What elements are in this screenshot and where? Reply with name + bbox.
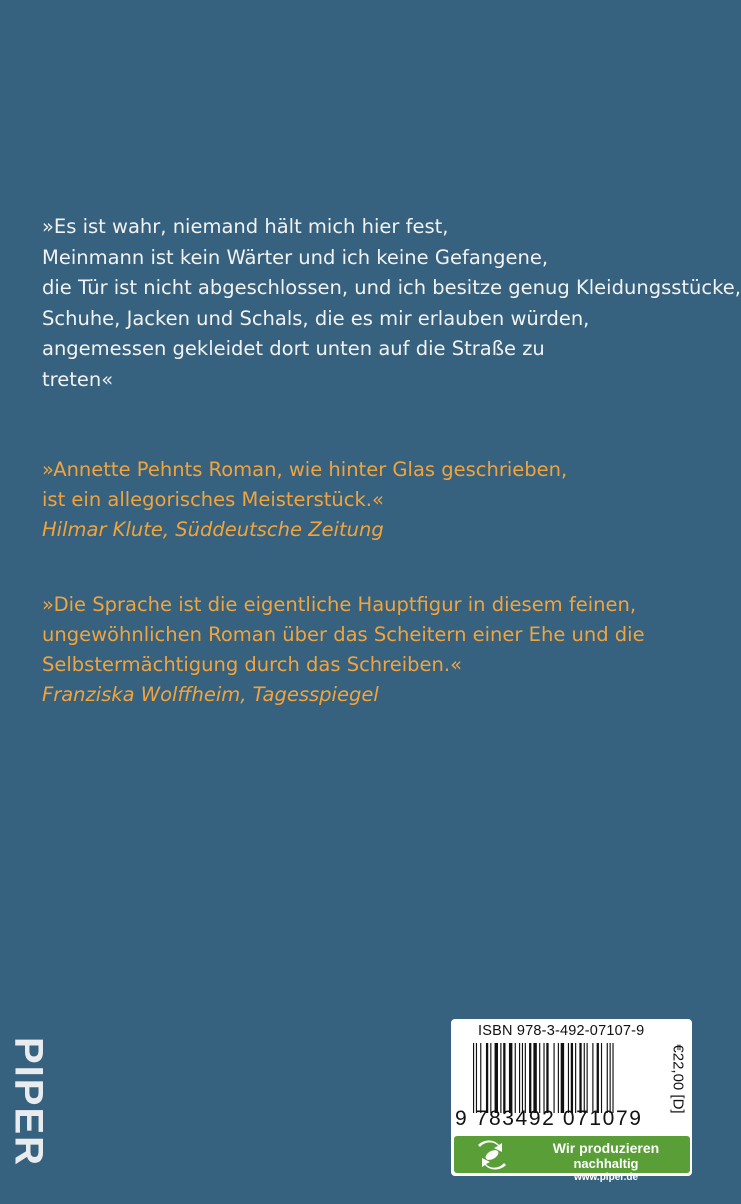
- barcode-bar: [539, 1043, 540, 1113]
- quote-line: ist ein allegorisches Meisterstück.«: [42, 488, 384, 511]
- eco-line-2: nachhaltig: [573, 1156, 639, 1171]
- barcode-bar: [490, 1043, 491, 1113]
- barcode-bar: [543, 1043, 544, 1113]
- barcode-bar: [568, 1043, 569, 1113]
- barcode-bars: [473, 1043, 658, 1113]
- price-label: [668, 1029, 688, 1129]
- publisher-logo-text: PIPER: [6, 1036, 51, 1168]
- barcode-digits: 9 783492 071079: [455, 1107, 643, 1130]
- barcode-bar: [529, 1043, 531, 1113]
- barcode-bar: [486, 1043, 488, 1113]
- eco-badge: [454, 1136, 690, 1183]
- barcode-bar: [597, 1043, 599, 1113]
- excerpt-line: »Es ist wahr, niemand hält mich hier fest,: [42, 215, 449, 238]
- barcode-bar: [607, 1043, 608, 1113]
- barcode-bar: [519, 1043, 520, 1113]
- excerpt-line: angemessen gekleidet dort unten auf die Straße zu: [42, 337, 545, 360]
- price-text: €22,00 [D]: [669, 1044, 687, 1114]
- book-excerpt: [42, 212, 741, 395]
- barcode-bar: [571, 1043, 573, 1113]
- isbn-label: ISBN 978-3-492-07107-9: [478, 1023, 645, 1039]
- barcode-bar: [495, 1043, 498, 1113]
- barcode-bar: [592, 1043, 593, 1113]
- barcode-bar: [546, 1043, 548, 1113]
- publisher-logo: [6, 1025, 51, 1180]
- excerpt-line: treten«: [42, 367, 114, 391]
- barcode-bar: [554, 1043, 555, 1113]
- barcode-bar: [584, 1043, 585, 1113]
- quote-line: »Die Sprache ist die eigentliche Hauptfigur in diesem feinen,: [42, 593, 637, 616]
- quote-line: Selbstermächtigung durch das Schreiben.«: [42, 653, 463, 676]
- barcode-bar: [601, 1043, 602, 1113]
- excerpt-line: die Tür ist nicht abgeschlossen, und ich besitze genug Kleidungsstücke,: [42, 276, 741, 299]
- barcode-bar: [561, 1043, 564, 1113]
- barcode-bar: [579, 1043, 581, 1113]
- review-quote-1: [42, 455, 722, 545]
- barcode-bar: [509, 1043, 512, 1113]
- barcode-bar: [503, 1043, 505, 1113]
- recycle-leaf-icon: [472, 1139, 512, 1171]
- eco-url: www.piper.de: [573, 1172, 639, 1183]
- barcode-panel: [451, 1019, 692, 1183]
- barcode-bar: [480, 1043, 481, 1113]
- review-quote-2: [42, 590, 722, 710]
- excerpt-line: Schuhe, Jacken und Schals, die es mir erlauben würden,: [42, 306, 590, 330]
- barcode-bar: [612, 1043, 613, 1113]
- barcode-bar: [610, 1043, 611, 1113]
- barcode-bar: [575, 1043, 576, 1113]
- barcode-bar: [587, 1043, 588, 1113]
- barcode-bar: [473, 1043, 474, 1113]
- barcode-bar: [525, 1043, 526, 1113]
- barcode-bar: [533, 1043, 536, 1113]
- quote-source: Franziska Wolffheim, Tagesspiegel: [42, 683, 379, 706]
- barcode-bar: [522, 1043, 523, 1113]
- quote-line: ungewöhnlichen Roman über das Scheitern einer Ehe und die: [42, 623, 645, 646]
- barcode-bar: [476, 1043, 477, 1113]
- barcode-bar: [558, 1043, 559, 1113]
- excerpt-line: Meinmann ist kein Wärter und ich keine Gefangene,: [42, 245, 549, 269]
- barcode-bar: [500, 1043, 501, 1113]
- eco-line-1: Wir produzieren: [552, 1140, 660, 1156]
- barcode-bar: [515, 1043, 516, 1113]
- quote-source: Hilmar Klute, Süddeutsche Zeitung: [42, 518, 384, 541]
- quote-line: »Annette Pehnts Roman, wie hinter Glas geschrieben,: [42, 458, 568, 481]
- eco-badge-text: [536, 1140, 676, 1184]
